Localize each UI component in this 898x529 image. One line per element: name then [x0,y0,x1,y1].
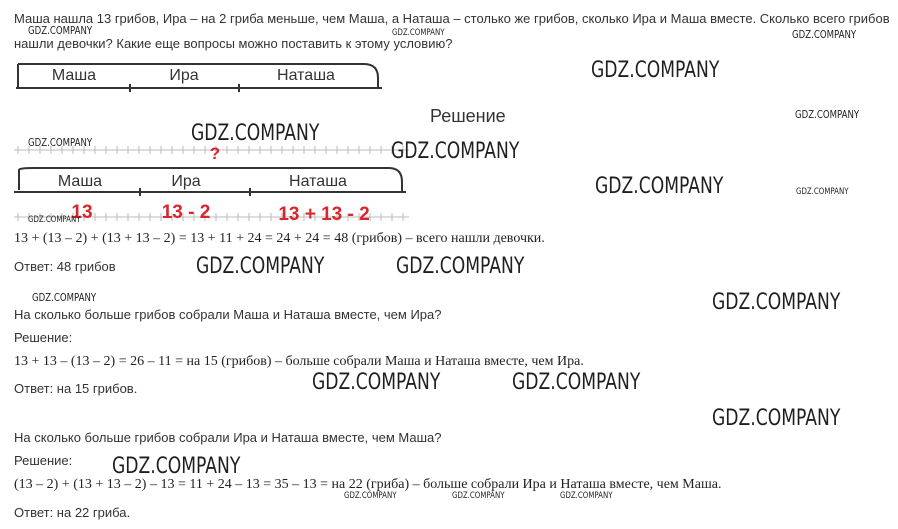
watermark: GDZ.COMPANY [191,121,320,146]
watermark: GDZ.COMPANY [796,187,849,197]
watermark: GDZ.COMPANY [196,254,325,279]
watermark: GDZ.COMPANY [28,24,93,37]
bottom-label-ira: Ира [171,173,201,190]
watermark: GDZ.COMPANY [344,491,397,501]
problem-line-1: Маша нашла 13 грибов, Ира – на 2 гриба меньше, чем Маша, а Наташа – столько же грибов, сколько Ира и Маша вместе. Сколько всего грибов [14,11,890,26]
watermark: GDZ.COMPANY [795,108,860,121]
watermark: GDZ.COMPANY [112,454,241,479]
watermark: GDZ.COMPANY [32,291,97,304]
value-masha: 13 [71,202,93,223]
question-mark: ? [209,144,221,163]
top-label-natasha: Наташа [277,67,335,84]
watermark: GDZ.COMPANY [28,215,81,225]
value-ira: 13 - 2 [161,202,211,223]
watermark: GDZ.COMPANY [28,136,93,149]
question3-equation: (13 – 2) + (13 + 13 – 2) – 13 = 11 + 24 – 13 = 35 – 13 = на 22 (гриба) – больше собрали Ира и Наташа вместе, чем Маша. [14,477,722,492]
bottom-label-natasha: Наташа [289,173,347,190]
solution-heading: Решение [430,106,506,126]
watermark: GDZ.COMPANY [712,406,841,431]
watermark: GDZ.COMPANY [312,370,441,395]
solution1-equation: 13 + (13 – 2) + (13 + 13 – 2) = 13 + 11 + 24 = 24 + 24 = 48 (грибов) – всего нашли девочки. [14,231,545,246]
question3-solution-label: Решение: [14,453,73,468]
watermark: GDZ.COMPANY [392,28,445,38]
watermark: GDZ.COMPANY [595,174,724,199]
watermark: GDZ.COMPANY [452,491,505,501]
solution1-answer: Ответ: 48 грибов [14,259,116,274]
question2-solution-label: Решение: [14,330,73,345]
watermark: GDZ.COMPANY [591,58,720,83]
question3-answer: Ответ: на 22 гриба. [14,505,131,520]
watermark: GDZ.COMPANY [560,491,613,501]
watermark: GDZ.COMPANY [512,370,641,395]
value-natasha: 13 + 13 - 2 [278,204,370,225]
watermark: GDZ.COMPANY [792,28,857,41]
top-label-ira: Ира [169,67,199,84]
problem-line-2: нашли девочки? Какие еще вопросы можно поставить к этому условию? [14,36,453,51]
question2-answer: Ответ: на 15 грибов. [14,381,138,396]
top-label-masha: Маша [51,67,97,84]
watermark: GDZ.COMPANY [396,254,525,279]
watermark: GDZ.COMPANY [391,139,520,164]
watermark: GDZ.COMPANY [712,290,841,315]
bottom-label-masha: Маша [57,173,103,190]
question2-text: На сколько больше грибов собрали Маша и Наташа вместе, чем Ира? [14,307,442,322]
question2-equation: 13 + 13 – (13 – 2) = 26 – 11 = на 15 (грибов) – больше собрали Маша и Наташа вместе, чем Ира. [14,354,584,369]
segment-diagram-top [16,58,384,96]
question3-text: На сколько больше грибов собрали Ира и Наташа вместе, чем Маша? [14,430,442,445]
